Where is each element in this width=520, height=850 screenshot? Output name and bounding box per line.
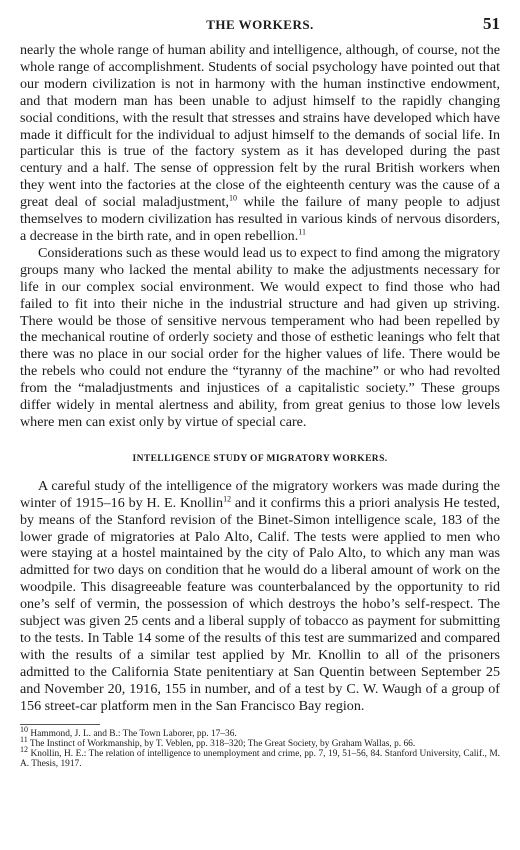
footnote-reference[interactable]: 11: [298, 227, 306, 237]
footnote-text: Knollin, H. E.: The relation of intelligence to unemployment and crime, pp. 7, 19, 51–56, 84. Stanford University, Calif., M. A. Thesis, 1917.: [20, 748, 500, 769]
paragraph-text: nearly the whole range of human ability and intelligence, although, of course, not the whole range of accomplishment. Students of social psychology have pointed out that our modern civilization is not in harmony with the human instinctive endowment, and that modern man has been unable to adjust himself to the rapidly changing social conditions, with the result that stresses and strains have developed which have made it difficult for the individual to adjust himself to the demands of social life. In particular this is true of the factory system as it has developed during the past century and a half. The sense of oppression felt by the rural British workers when they went into the factories at the close of the eighteenth century was the cause of a great deal of social maladjustment,: [20, 42, 500, 211]
section-heading: INTELLIGENCE STUDY OF MIGRATORY WORKERS.: [132, 453, 388, 464]
footnote: [20, 724, 500, 739]
running-head: [20, 14, 500, 38]
footnote-reference[interactable]: 10: [228, 193, 237, 203]
paragraph-considerations: Considerations such as these would lead us to expect to find among the migratory groups many who lacked the mental ability to make the adjustments necessary for life in our complex social environment. We would expect to find those who had failed to fit into their niche in the industrial structure and had given up striving. There would be those of sensitive nervous temperament who had been repelled by the mechanical routine of orderly society and those of esthetic leanings who felt that there was no place in our social order for the higher values of life. There would be the rebels who could not endure the “tyranny of the machine” or who had revolted from the “maladjustments and injustices of a capitalistic society.” These groups differ widely in mental alertness and ability, from great genius to those low levels where men can exist only by virtue of special care.: [20, 244, 500, 430]
book-page: [20, 14, 500, 769]
footnote-text: Hammond, J. L. and B.: The Town Laborer, pp. 17–36.: [30, 728, 237, 739]
paragraph-text: and it confirms this a priori analysis He tested, by means of the Stanford revision of the Binet-Simon intelligence scale, 183 of the lower grade of migratories at Palo Alto, Calif. The tests were applied to men who were staying at a hostel maintained by the city of Palo Alto, to which any man was admitted for two days on condition that he would do a liberal amount of work on the woodpile. This disagreeable feature was counterbalanced by the opportunity to rid one’s self of vermin, the possession of which destroys the hobo’s self-respect. The subject was given 25 cents and a liberal supply of tobacco as payment for submitting to the tests. In Table 14 some of the results of this test are summarized and compared with the results of a similar test applied by Mr. Knollin to all of the prisoners admitted to the California State penitentiary at San Quentin between September 25 and November 20, 1916, 155 in number, and of a test by C. W. Waugh of a group of 156 street-car platform men in the San Francisco Bay region.: [20, 494, 500, 714]
footnote-text: The Instinct of Workmanship, by T. Veblen, pp. 318–320; The Great Society, by Graham Wallas, p. 66.: [29, 738, 416, 749]
footnote-divider: [20, 724, 100, 725]
paragraph-continued: [20, 42, 500, 245]
paragraph-text: while the failure of many people to adjust themselves to modern civilization has resulted in various kinds of nervous disorders, a decrease in the birth rate, and in open rebellion.: [20, 194, 500, 244]
paragraph-text: A careful study of the intelligence of the migratory workers was made during the winter of 1915–16 by H. E. Knollin: [20, 477, 500, 511]
paragraph-intelligence-study: [20, 478, 500, 715]
page-number: 51: [483, 14, 500, 33]
footnote-reference[interactable]: 12: [223, 494, 232, 504]
footnote: [20, 734, 500, 749]
footnote-marker: 11: [20, 734, 28, 744]
footnote: [20, 744, 500, 769]
footnote-marker: 10: [20, 724, 28, 734]
footnote-marker: 12: [20, 744, 28, 754]
running-title: THE WORKERS.: [206, 17, 314, 32]
